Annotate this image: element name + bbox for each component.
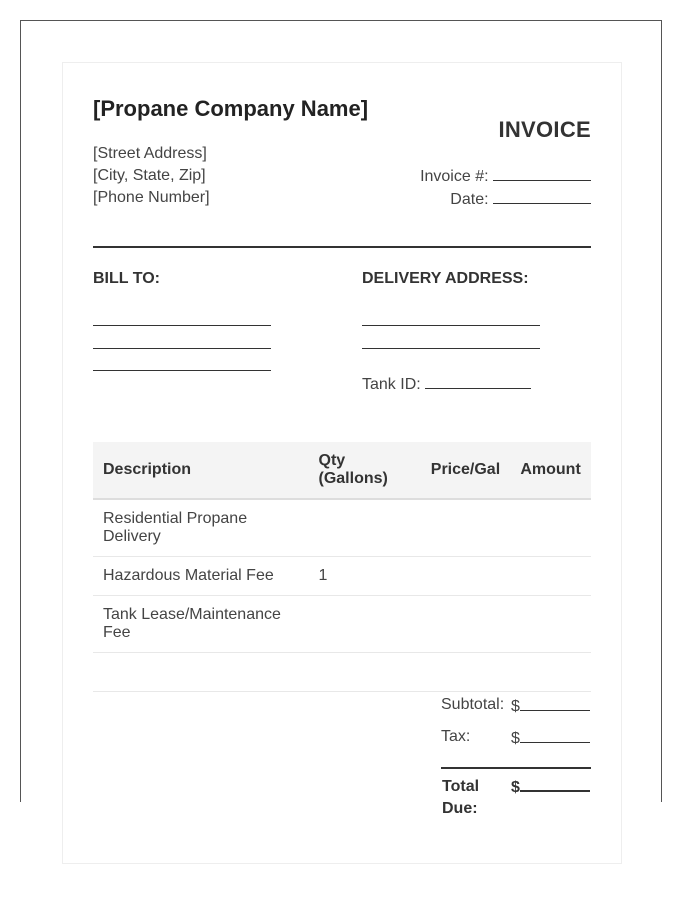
row-qty[interactable]: 1: [309, 557, 423, 596]
currency-symbol: $: [511, 698, 520, 715]
row-price[interactable]: [423, 557, 509, 596]
city-state-zip: [City, State, Zip]: [93, 167, 206, 184]
table-row: [93, 596, 591, 653]
invoice-number-field[interactable]: [493, 166, 591, 181]
bill-to-label: BILL TO:: [93, 270, 160, 287]
bill-to-line-3[interactable]: [93, 370, 271, 371]
header-qty-line1: Qty: [318, 452, 346, 469]
date-field[interactable]: [493, 189, 591, 204]
header-qty-line2: (Gallons): [318, 470, 388, 487]
total-due-field[interactable]: [520, 776, 590, 792]
subtotal-field[interactable]: [520, 696, 590, 711]
table-header-row: [93, 442, 591, 499]
total-divider: [441, 767, 591, 769]
subtotal-value: [511, 696, 590, 716]
row-qty[interactable]: [309, 499, 423, 557]
total-due-label: Total Due:: [442, 778, 480, 817]
delivery-line-2[interactable]: [362, 348, 540, 349]
date-row: [420, 188, 591, 211]
currency-symbol: $: [511, 779, 520, 796]
row-amount[interactable]: [508, 557, 591, 596]
header-price: Price/Gal: [423, 442, 509, 499]
row-amount[interactable]: [508, 499, 591, 557]
company-name: [Propane Company Name]: [93, 96, 369, 121]
bill-to-line-1[interactable]: [93, 325, 271, 326]
date-label: Date:: [450, 191, 489, 208]
line-items-table: [93, 442, 591, 692]
phone-number: [Phone Number]: [93, 189, 210, 206]
tank-id-field[interactable]: [425, 374, 531, 389]
total-due-value: [511, 776, 590, 797]
row-description: Tank Lease/Maintenance Fee: [93, 596, 309, 653]
header-divider: [93, 246, 591, 248]
header-amount: Amount: [508, 442, 591, 499]
invoice-page: [62, 62, 622, 864]
invoice-number-row: [420, 165, 591, 188]
row-description: Residential Propane Delivery: [93, 499, 309, 557]
header-description: Description: [93, 442, 309, 499]
subtotal-label: Subtotal:: [441, 696, 505, 713]
currency-symbol: $: [511, 730, 520, 747]
tax-label: Tax:: [441, 728, 471, 745]
row-amount[interactable]: [508, 596, 591, 653]
invoice-title: INVOICE: [498, 117, 591, 142]
row-qty[interactable]: [309, 653, 423, 692]
street-address: [Street Address]: [93, 145, 207, 162]
row-description[interactable]: [93, 653, 309, 692]
tank-id-label: Tank ID:: [362, 376, 421, 393]
table-row: [93, 499, 591, 557]
tank-id-row: [362, 374, 531, 394]
table-row: [93, 557, 591, 596]
tax-value: [511, 728, 590, 748]
subtotal-row: [441, 686, 591, 718]
delivery-address-label: DELIVERY ADDRESS:: [362, 270, 529, 287]
row-qty[interactable]: [309, 596, 423, 653]
company-address: [93, 143, 210, 209]
header-qty: [309, 442, 423, 499]
delivery-line-1[interactable]: [362, 325, 540, 326]
tax-field[interactable]: [520, 728, 590, 743]
document-frame: [20, 20, 662, 817]
bill-to-line-2[interactable]: [93, 348, 271, 349]
invoice-number-label: Invoice #:: [420, 168, 489, 185]
row-description: Hazardous Material Fee: [93, 557, 309, 596]
tax-row: [441, 718, 591, 750]
totals-block: [441, 686, 591, 817]
row-price[interactable]: [423, 499, 509, 557]
invoice-meta: [420, 165, 591, 211]
row-price[interactable]: [423, 596, 509, 653]
